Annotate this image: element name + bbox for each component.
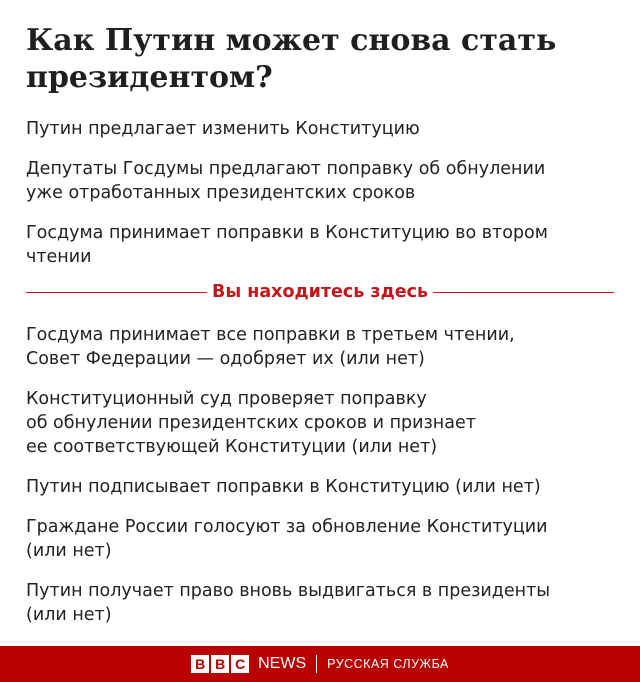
step-item: Госдума принимает поправки в Конституцию во втором чтении — [26, 223, 548, 267]
service-name: РУССКАЯ СЛУЖБА — [327, 657, 449, 671]
steps-before-list — [26, 117, 626, 285]
bbc-logo-letter: B — [211, 655, 229, 673]
step-item: Госдума принимает все поправки в третьем чтении, Совет Федерации — одобряет их (или нет) — [26, 325, 515, 369]
you-are-here-divider — [26, 280, 614, 304]
step-item: Путин предлагает изменить Конституцию — [26, 119, 420, 139]
you-are-here-label: Вы находитесь здесь — [212, 282, 429, 302]
step-item: Депутаты Госдумы предлагают поправку об обнулении уже отработанных президентских сроков — [26, 159, 546, 203]
bbc-footer — [0, 646, 640, 682]
divider-line-right — [433, 292, 614, 293]
step-item: Граждане России голосуют за обновление Конституции (или нет) — [26, 517, 548, 561]
news-wordmark: NEWS — [258, 655, 307, 672]
step-item: Путин получает право вновь выдвигаться в президенты (или нет) — [26, 581, 551, 625]
divider-line-left — [26, 292, 207, 293]
step-item: Конституционный суд проверяет поправку об обнулении президентских сроков и признает ее соответствующей Конституции (или нет) — [26, 389, 476, 457]
page-title: Как Путин может снова стать президентом? — [26, 23, 557, 95]
step-item: Путин подписывает поправки в Конституцию (или нет) — [26, 477, 541, 497]
steps-after-list — [26, 323, 626, 643]
bbc-logo-letter: C — [231, 655, 249, 673]
footer-separator — [316, 655, 317, 673]
bbc-logo-letter: B — [191, 655, 209, 673]
